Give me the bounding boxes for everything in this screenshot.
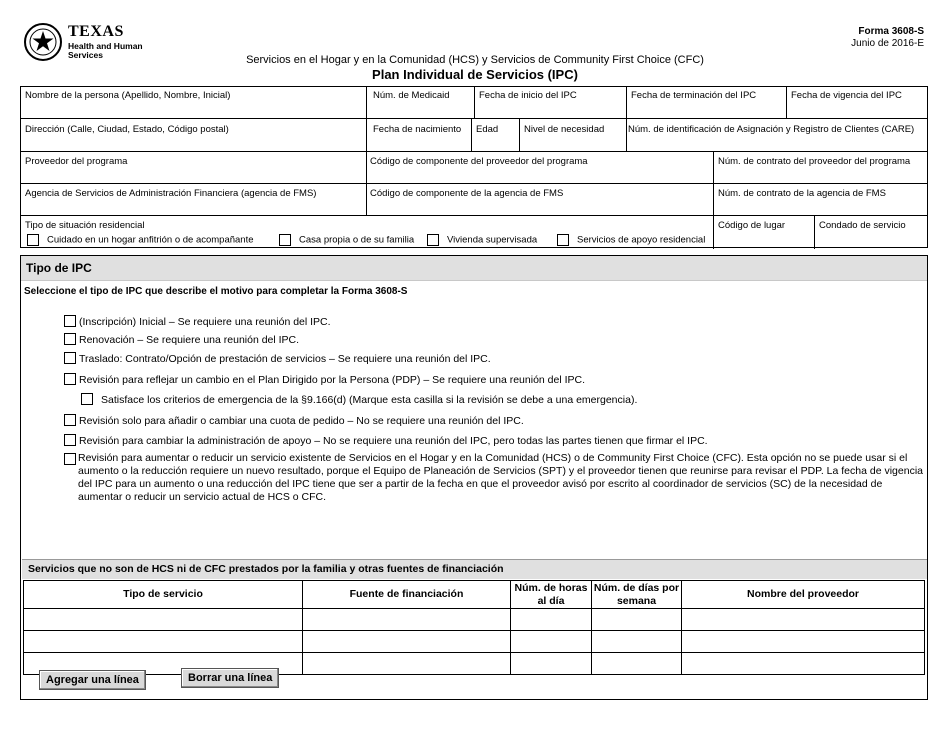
medicaid-field[interactable]: Núm. de Medicaid [373, 90, 450, 101]
form-number: Forma 3608-S [858, 26, 924, 37]
ipc-effective-field[interactable]: Fecha de vigencia del IPC [791, 90, 902, 101]
table-row [24, 631, 925, 653]
provider-contract-field[interactable]: Núm. de contrato del proveedor del programa [718, 156, 911, 167]
birth-date-field[interactable]: Fecha de nacimiento [373, 124, 462, 135]
person-name-field[interactable]: Nombre de la persona (Apellido, Nombre, Inicial) [25, 90, 231, 101]
fms-agency-field[interactable]: Agencia de Servicios de Administración Financiera (agencia de FMS) [25, 188, 317, 199]
col-provider-name: Nombre del proveedor [682, 581, 925, 609]
logo-line1: Health and Human [68, 41, 143, 51]
checkbox[interactable] [64, 434, 76, 446]
option-transfer[interactable]: Traslado: Contrato/Opción de prestación de servicios – Se requiere una reunión del IPC. [64, 352, 491, 366]
provider-component-code-field[interactable]: Código de componente del proveedor del programa [370, 156, 588, 167]
section-header [21, 256, 927, 281]
form-date: Junio de 2016-E [851, 38, 924, 49]
ipc-start-field[interactable]: Fecha de inicio del IPC [479, 90, 577, 101]
address-field[interactable]: Dirección (Calle, Ciudad, Estado, Código postal) [25, 124, 229, 135]
residential-option-supervised-living[interactable]: Vivienda supervisada [427, 234, 537, 246]
other-services-heading: Servicios que no son de HCS ni de CFC prestados por la familia y otras fuentes de financiación [28, 563, 504, 575]
checkbox[interactable] [64, 315, 76, 327]
program-provider-field[interactable]: Proveedor del programa [25, 156, 128, 167]
residential-option-support-services[interactable]: Servicios de apoyo residencial [557, 234, 705, 246]
ipc-type-instruction: Seleccione el tipo de IPC que describe el motivo para completar la Forma 3608-S [24, 286, 408, 297]
checkbox[interactable] [64, 373, 76, 385]
option-order-quota[interactable]: Revisión solo para añadir o cambiar una cuota de pedido – No se requiere una reunión del IPC. [64, 414, 524, 428]
ipc-type-heading: Tipo de IPC [26, 261, 92, 275]
level-of-need-field[interactable]: Nivel de necesidad [524, 124, 605, 135]
option-renewal[interactable]: Renovación – Se requiere una reunión del IPC. [64, 333, 299, 347]
checkbox[interactable] [279, 234, 291, 246]
checkbox[interactable] [64, 453, 76, 465]
form-info [851, 26, 924, 50]
col-service-type: Tipo de servicio [24, 581, 303, 609]
ipc-type-section [20, 255, 928, 700]
ipc-end-field[interactable]: Fecha de terminación del IPC [631, 90, 757, 101]
checkbox[interactable] [427, 234, 439, 246]
checkbox[interactable] [64, 333, 76, 345]
other-services-header [22, 559, 927, 579]
form-subtitle: Servicios en el Hogar y en la Comunidad (HCS) y Servicios de Community First Choice (CFC) [246, 54, 704, 66]
option-revision-pdp[interactable]: Revisión para reflejar un cambio en el Plan Dirigido por la Persona (PDP) – Se requiere una reunión del IPC. [64, 373, 585, 387]
service-county-field[interactable]: Condado de servicio [819, 220, 906, 231]
col-hours-per-day: Núm. de horas al día [511, 581, 592, 609]
form-title: Plan Individual de Servicios (IPC) [372, 67, 578, 82]
fms-component-code-field[interactable]: Código de componente de la agencia de FMS [370, 188, 564, 199]
option-support-admin[interactable]: Revisión para cambiar la administración de apoyo – No se requiere una reunión del IPC, pero todas las partes tienen que firmar el IPC. [64, 434, 708, 448]
residential-type-label: Tipo de situación residencial [25, 220, 145, 231]
col-days-per-week: Núm. de días por semana [592, 581, 682, 609]
col-funding-source: Fuente de financiación [303, 581, 511, 609]
table-row [24, 653, 925, 675]
residential-option-host-home[interactable]: Cuidado en un hogar anfitrión o de acompañante [27, 234, 254, 246]
identification-grid [20, 86, 928, 248]
option-emergency[interactable]: Satisface los criterios de emergencia de la §9.166(d) (Marque esta casilla si la revisión se debe a una emergencia). [81, 393, 637, 407]
care-id-field[interactable]: Núm. de identificación de Asignación y Registro de Clientes (CARE) [628, 124, 915, 135]
age-field[interactable]: Edad [476, 124, 499, 135]
add-line-button[interactable]: Agregar una línea [39, 670, 146, 690]
option-increase-reduce[interactable]: Revisión para aumentar o reducir un servicio existente de Servicios en el Hogar y en la Comunidad (HCS) o de Community First Choice (CFC). Esta opción no se puede usar si el aumento o la reducción requiere un nuevo resultado, porque el Equipo de Planeación de Servicios (SPT) y el proveedor tienen que reunirse para revisar el PDP. La fecha de vigencia del IPC para un aumento o una reducción del IPC tiene que ser a partir de la fecha en que el proveedor avisó por escrito al coordinador de servicios (SC) de la necesidad de aumentar o reducir un servicio actual de HCS o CFC. [64, 452, 924, 504]
location-code-field[interactable]: Código de lugar [718, 220, 786, 231]
table-row [24, 609, 925, 631]
checkbox[interactable] [27, 234, 39, 246]
logo-line2: Services [68, 49, 103, 60]
option-initial[interactable]: (Inscripción) Inicial – Se requiere una reunión del IPC. [64, 315, 331, 329]
checkbox[interactable] [557, 234, 569, 246]
checkbox[interactable] [81, 393, 93, 405]
other-services-table [23, 580, 925, 675]
fms-contract-field[interactable]: Núm. de contrato de la agencia de FMS [718, 188, 886, 199]
logo-title: TEXAS [68, 23, 124, 40]
residential-option-own-home[interactable]: Casa propia o de su familia [279, 234, 414, 246]
checkbox[interactable] [64, 352, 76, 364]
remove-line-button[interactable]: Borrar una línea [181, 668, 279, 688]
checkbox[interactable] [64, 414, 76, 426]
